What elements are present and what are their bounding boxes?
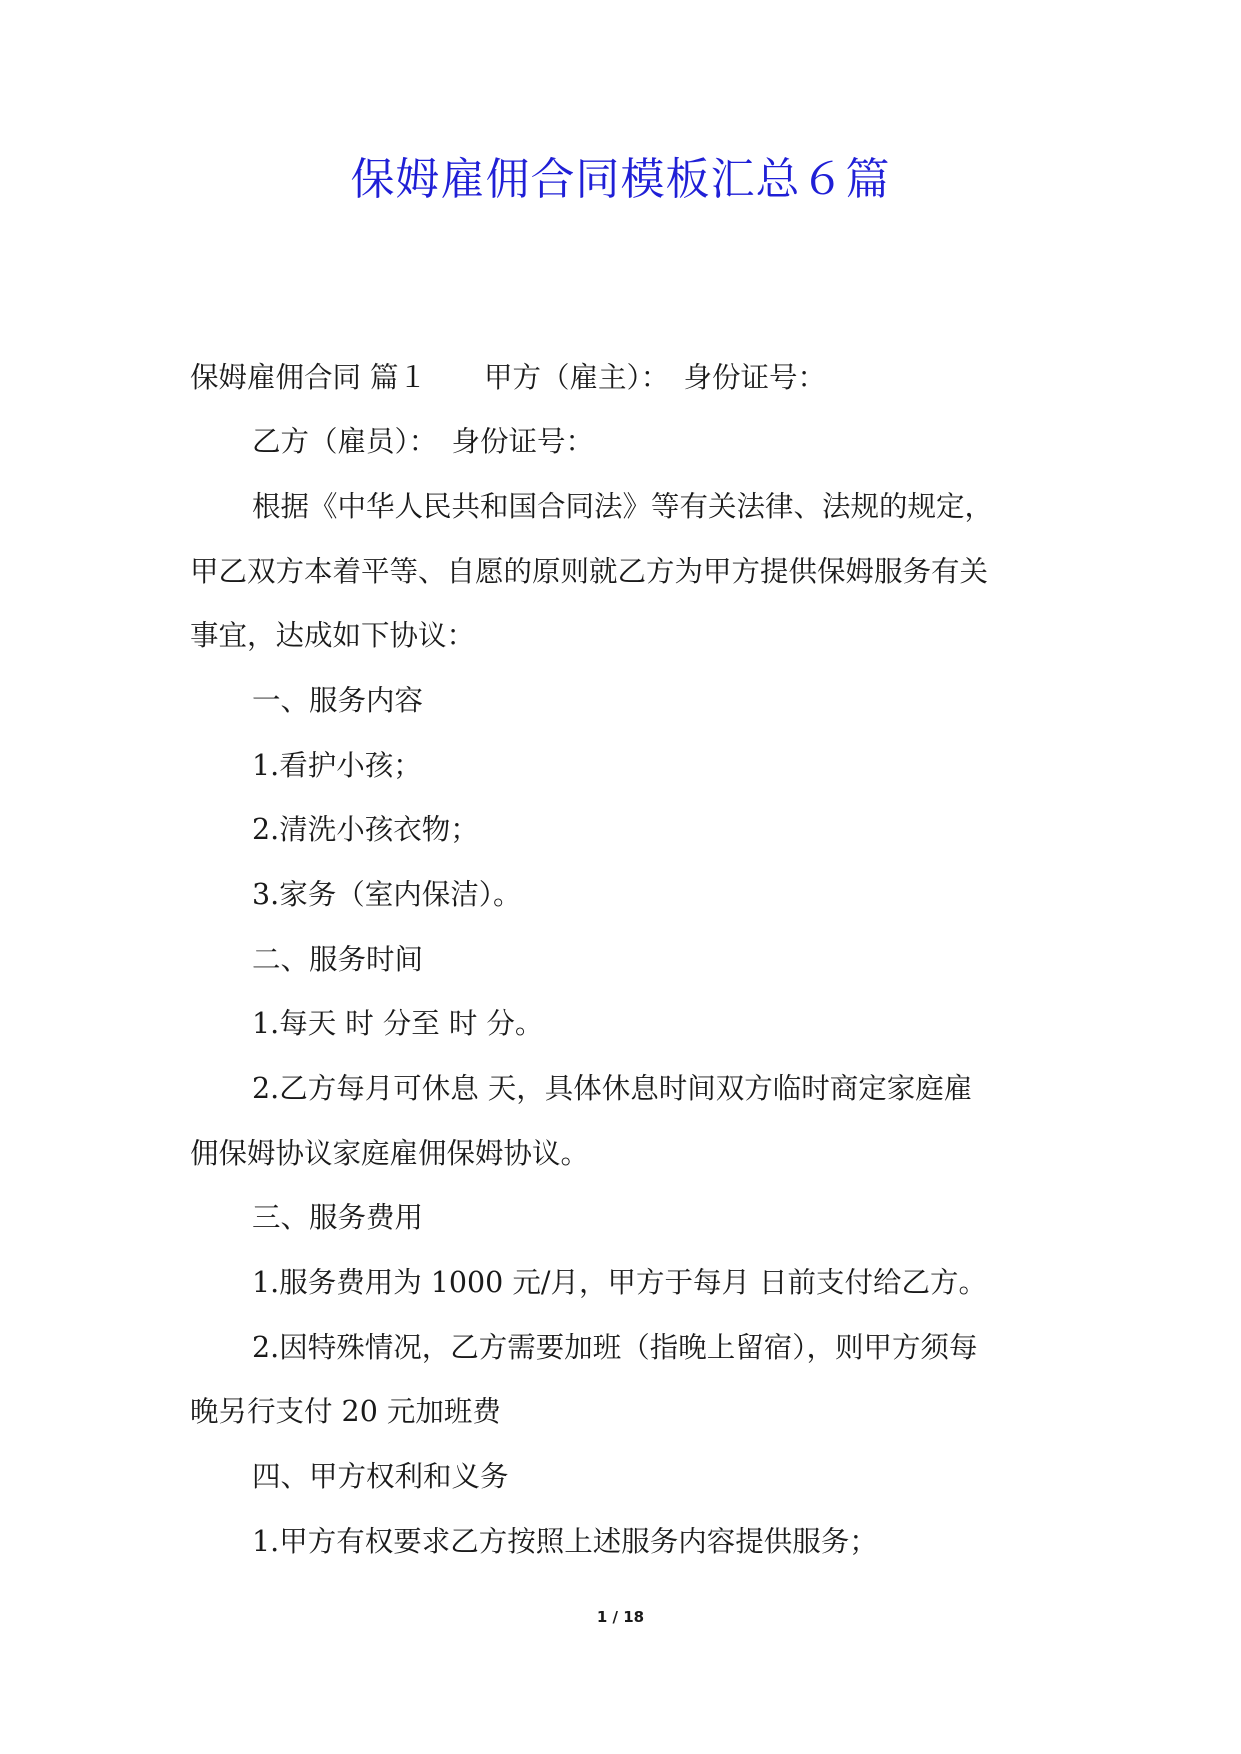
body-line-2: 乙方（雇员）： 身份证号：: [252, 425, 595, 458]
body-line-17: 晚另行支付 20 元加班费: [190, 1395, 501, 1428]
body-line-16: 2.因特殊情况，乙方需要加班（指晚上留宿），则甲方须每: [252, 1331, 978, 1364]
body-line-1: 保姆雇佣合同 篇１ 甲方（雇主）： 身份证号：: [190, 361, 827, 394]
page-number: 1 / 18: [596, 1608, 645, 1626]
body-line-5: 事宜，达成如下协议：: [190, 619, 476, 652]
body-line-12: 2.乙方每月可休息 天，具体休息时间双方临时商定家庭雇: [252, 1072, 973, 1105]
section-heading-4: 四、甲方权利和义务: [252, 1460, 509, 1493]
body-line-19: 1.甲方有权要求乙方按照上述服务内容提供服务；: [252, 1525, 878, 1558]
body-line-3: 根据《中华人民共和国合同法》等有关法律、法规的规定，: [252, 490, 994, 523]
body-line-8: 2.清洗小孩衣物；: [252, 813, 479, 846]
body-line-15: 1.服务费用为 1000 元/月，甲方于每月 日前支付给乙方。: [252, 1266, 988, 1299]
section-heading-3: 三、服务费用: [252, 1201, 424, 1234]
body-line-7: 1.看护小孩；: [252, 749, 422, 782]
body-line-9: 3.家务（室内保洁）。: [252, 878, 522, 911]
document-title: 保姆雇佣合同模板汇总６篇: [350, 154, 891, 205]
body-line-4: 甲乙双方本着平等、自愿的原则就乙方为甲方提供保姆服务有关: [190, 555, 989, 588]
body-line-11: 1.每天 时 分至 时 分。: [252, 1007, 544, 1040]
section-heading-1: 一、服务内容: [252, 684, 424, 717]
section-heading-2: 二、服务时间: [252, 943, 424, 976]
body-line-13: 佣保姆协议家庭雇佣保姆协议。: [190, 1137, 590, 1170]
